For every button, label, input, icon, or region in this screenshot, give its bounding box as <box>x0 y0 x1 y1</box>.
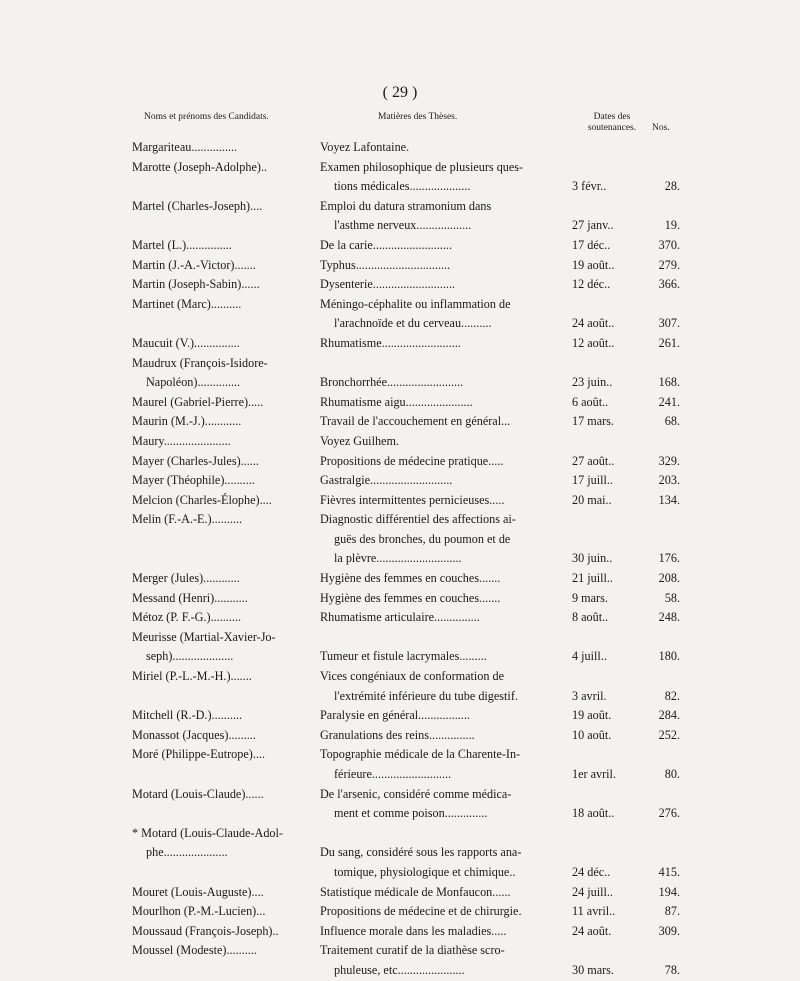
defense-date: 3 avril. <box>572 688 607 703</box>
entry-line <box>0 804 800 824</box>
thesis-number: 58. <box>664 590 680 605</box>
defense-date: 21 juill.. <box>572 571 613 586</box>
candidate-name: Maurel (Gabriel-Pierre)..... <box>132 394 264 409</box>
thesis-title: Méningo-céphalite ou inflammation de <box>320 296 511 311</box>
thesis-title: Vices congéniaux de conformation de <box>320 669 505 684</box>
thesis-number: 284. <box>658 708 680 723</box>
defense-date: 24 août. <box>572 923 612 938</box>
thesis-title: phuleuse, etc...................... <box>334 962 465 977</box>
entry-line <box>0 354 800 374</box>
entry-line <box>0 902 800 922</box>
defense-date: 23 juin.. <box>572 375 613 390</box>
header-theses: Matières des Thèses. <box>378 112 458 122</box>
entry-line <box>0 569 800 589</box>
thesis-title: tomique, physiologique et chimique.. <box>334 864 516 879</box>
defense-date: 17 juill.. <box>572 473 613 488</box>
defense-date: 20 mai.. <box>572 492 612 507</box>
candidate-name: Melin (F.-A.-E.).......... <box>132 512 243 527</box>
entry-line <box>0 373 800 393</box>
candidate-name: Mouret (Louis-Auguste).... <box>132 884 264 899</box>
thesis-title: Du sang, considéré sous les rapports ana- <box>320 845 522 860</box>
entry-line <box>0 158 800 178</box>
candidate-name: seph).................... <box>146 649 234 664</box>
thesis-number: 370. <box>658 237 680 252</box>
thesis-number: 68. <box>664 414 680 429</box>
entry-line <box>0 589 800 609</box>
defense-date: 6 août.. <box>572 394 609 409</box>
thesis-title: Hygiène des femmes en couches....... <box>320 590 501 605</box>
candidate-name: Mayer (Théophile).......... <box>132 473 255 488</box>
thesis-title: Voyez Lafontaine. <box>320 140 410 154</box>
entry-line <box>0 863 800 883</box>
thesis-title: Propositions de médecine pratique..... <box>320 453 504 468</box>
defense-date: 3 févr.. <box>572 179 607 194</box>
candidate-name: Mayer (Charles-Jules)...... <box>132 453 259 468</box>
thesis-title: Examen philosophique de plusieurs ques- <box>320 159 524 174</box>
candidate-name: Martinet (Marc).......... <box>132 296 242 311</box>
candidate-name: Moussel (Modeste).......... <box>132 943 257 958</box>
candidate-name: Maudrux (François-Isidore- <box>132 355 268 370</box>
entry-line <box>0 706 800 726</box>
thesis-title: l'arachnoïde et du cerveau.......... <box>334 316 492 331</box>
defense-date: 19 août.. <box>572 257 615 272</box>
thesis-title: Traitement curatif de la diathèse scro- <box>320 943 505 958</box>
entry-line <box>0 177 800 197</box>
candidate-name: Martel (Charles-Joseph).... <box>132 198 263 213</box>
candidate-name: Martin (Joseph-Sabin)...... <box>132 277 260 292</box>
thesis-number: 78. <box>664 962 680 977</box>
entry-line <box>0 530 800 550</box>
thesis-number: 80. <box>664 767 680 781</box>
thesis-title: ment et comme poison.............. <box>334 806 488 821</box>
thesis-title: Fièvres intermittentes pernicieuses..... <box>320 492 505 507</box>
thesis-number: 208. <box>658 571 680 586</box>
entry-line <box>0 726 800 746</box>
thesis-title: Hygiène des femmes en couches....... <box>320 571 501 586</box>
thesis-number: 415. <box>658 864 680 879</box>
thesis-title: Typhus............................... <box>320 257 451 272</box>
thesis-number: 307. <box>658 316 680 331</box>
thesis-title: férieure.......................... <box>334 767 452 781</box>
entry-line <box>0 256 800 276</box>
thesis-title: Tumeur et fistule lacrymales......... <box>320 649 487 664</box>
thesis-number: 82. <box>664 688 680 703</box>
thesis-title: Voyez Guilhem. <box>320 433 399 448</box>
thesis-number: 168. <box>658 375 680 390</box>
thesis-title: Dysenterie........................... <box>320 277 456 292</box>
thesis-title: Rhumatisme aigu...................... <box>320 394 473 409</box>
defense-date: 12 déc.. <box>572 277 611 292</box>
entry-line <box>0 667 800 687</box>
entry-line <box>0 236 800 256</box>
thesis-number: 134. <box>658 492 680 507</box>
defense-date: 17 déc.. <box>572 237 611 252</box>
thesis-number: 276. <box>658 806 680 821</box>
entry-line <box>0 961 800 981</box>
thesis-number: 176. <box>658 551 680 566</box>
entry-line <box>0 785 800 805</box>
defense-date: 27 août.. <box>572 453 615 468</box>
thesis-title: Rhumatisme.......................... <box>320 335 461 350</box>
entry-line <box>0 432 800 452</box>
entry-line <box>0 843 800 863</box>
candidate-name: Messand (Henri)........... <box>132 590 248 605</box>
entry-line <box>0 216 800 236</box>
thesis-title: Statistique médicale de Monfaucon...... <box>320 884 511 899</box>
entry-line <box>0 549 800 569</box>
defense-date: 30 juin.. <box>572 551 613 566</box>
candidate-name: Margariteau............... <box>132 140 238 154</box>
entry-line <box>0 922 800 942</box>
candidate-name: Motard (Louis-Claude)...... <box>132 786 264 801</box>
entry-line <box>0 510 800 530</box>
thesis-title: Bronchorrhée......................... <box>320 375 464 390</box>
candidate-name: Merger (Jules)............ <box>132 571 240 586</box>
defense-date: 17 mars. <box>572 414 614 429</box>
entry-line <box>0 138 800 158</box>
thesis-title: l'asthme nerveux.................. <box>334 218 472 233</box>
thesis-number: 309. <box>658 923 680 938</box>
thesis-title: Granulations des reins............... <box>320 727 475 742</box>
thesis-number: 180. <box>658 649 680 664</box>
page-number: ( 29 ) <box>382 84 418 101</box>
thesis-title: Influence morale dans les maladies..... <box>320 923 507 938</box>
defense-date: 19 août. <box>572 708 612 723</box>
defense-date: 9 mars. <box>572 590 608 605</box>
thesis-title: Topographie médicale de la Charente-In- <box>320 747 521 762</box>
entry-line <box>0 197 800 217</box>
defense-date: 24 août.. <box>572 316 615 331</box>
candidate-name: phe..................... <box>146 845 228 860</box>
candidate-name: Martel (L.)............... <box>132 237 232 252</box>
candidate-name: Meurisse (Martial-Xavier-Jo- <box>132 629 276 644</box>
entry-line <box>0 452 800 472</box>
thesis-title: Gastralgie........................... <box>320 473 453 488</box>
thesis-number: 366. <box>658 277 680 292</box>
defense-date: 12 août.. <box>572 335 615 350</box>
thesis-title: guës des bronches, du poumon et de <box>334 531 511 546</box>
entry-line <box>0 647 800 667</box>
candidate-name: Moré (Philippe-Eutrope).... <box>132 747 266 762</box>
thesis-number: 241. <box>658 394 680 409</box>
thesis-number: 28. <box>664 179 680 194</box>
thesis-title: De la carie.......................... <box>320 237 452 252</box>
entries-list <box>0 138 800 981</box>
thesis-number: 87. <box>664 904 680 919</box>
candidate-name: Martin (J.-A.-Victor)....... <box>132 257 256 272</box>
entry-line <box>0 393 800 413</box>
entry-line <box>0 628 800 648</box>
entry-line <box>0 941 800 961</box>
thesis-number: 329. <box>658 453 680 468</box>
candidate-name: Marotte (Joseph-Adolphe).. <box>132 159 268 174</box>
defense-date: 18 août.. <box>572 806 615 821</box>
defense-date: 4 juill.. <box>572 649 607 664</box>
thesis-number: 194. <box>658 884 680 899</box>
candidate-name: Monassot (Jacques)......... <box>132 727 256 742</box>
thesis-title: Diagnostic différentiel des affections ai- <box>320 512 516 527</box>
defense-date: 11 avril.. <box>572 904 616 919</box>
thesis-title: Travail de l'accouchement en général... <box>320 414 511 429</box>
thesis-number: 19. <box>664 218 680 233</box>
defense-date: 27 janv.. <box>572 218 614 233</box>
thesis-title: l'extrémité inférieure du tube digestif. <box>334 688 518 703</box>
defense-date: 1er avril. <box>572 767 616 781</box>
thesis-number: 252. <box>658 727 680 742</box>
entry-line <box>0 491 800 511</box>
header-dates-line1: Dates des <box>593 112 631 122</box>
entry-line <box>0 745 800 765</box>
thesis-title: Emploi du datura stramonium dans <box>320 198 492 213</box>
thesis-number: 203. <box>658 473 680 488</box>
candidate-name: Miriel (P.-L.-M.-H.)....... <box>132 669 252 684</box>
thesis-title: De l'arsenic, considéré comme médica- <box>320 786 512 801</box>
thesis-number: 248. <box>658 610 680 625</box>
candidate-name: Maury...................... <box>132 433 231 448</box>
thesis-title: Propositions de médecine et de chirurgie. <box>320 904 522 919</box>
entry-line <box>0 883 800 903</box>
defense-date: 24 déc.. <box>572 864 611 879</box>
entry-line <box>0 687 800 707</box>
header-dates <box>572 112 652 134</box>
entry-line <box>0 765 800 785</box>
thesis-number: 279. <box>658 257 680 272</box>
defense-date: 10 août. <box>572 727 612 742</box>
thesis-title: Paralysie en général................. <box>320 708 470 723</box>
header-dates-line2: soutenances. <box>587 123 637 133</box>
thesis-title: la plèvre............................ <box>334 551 462 566</box>
entry-line <box>0 295 800 315</box>
entry-line <box>0 608 800 628</box>
defense-date: 30 mars. <box>572 962 614 977</box>
entry-line <box>0 334 800 354</box>
entry-line <box>0 471 800 491</box>
candidate-name: Mitchell (R.-D.).......... <box>132 708 243 723</box>
candidate-name: Mourlhon (P.-M.-Lucien)... <box>132 904 266 919</box>
candidate-name: * Motard (Louis-Claude-Adol- <box>132 825 283 840</box>
header-nos: Nos. <box>652 123 670 133</box>
entry-line <box>0 412 800 432</box>
defense-date: 8 août.. <box>572 610 609 625</box>
candidate-name: Maucuit (V.)............... <box>132 335 240 350</box>
entry-line <box>0 824 800 844</box>
defense-date: 24 juill.. <box>572 884 613 899</box>
candidate-name: Maurin (M.-J.)............ <box>132 414 242 429</box>
candidate-name: Métoz (P. F.-G.).......... <box>132 610 242 625</box>
candidate-name: Napoléon).............. <box>146 375 241 390</box>
header-names: Noms et prénoms des Candidats. <box>144 112 269 122</box>
thesis-title: tions médicales.................... <box>334 179 471 194</box>
entry-line <box>0 314 800 334</box>
thesis-number: 261. <box>658 335 680 350</box>
candidate-name: Moussaud (François-Joseph).. <box>132 923 279 938</box>
entry-line <box>0 275 800 295</box>
thesis-title: Rhumatisme articulaire............... <box>320 610 480 625</box>
candidate-name: Melcion (Charles-Élophe).... <box>132 492 272 507</box>
